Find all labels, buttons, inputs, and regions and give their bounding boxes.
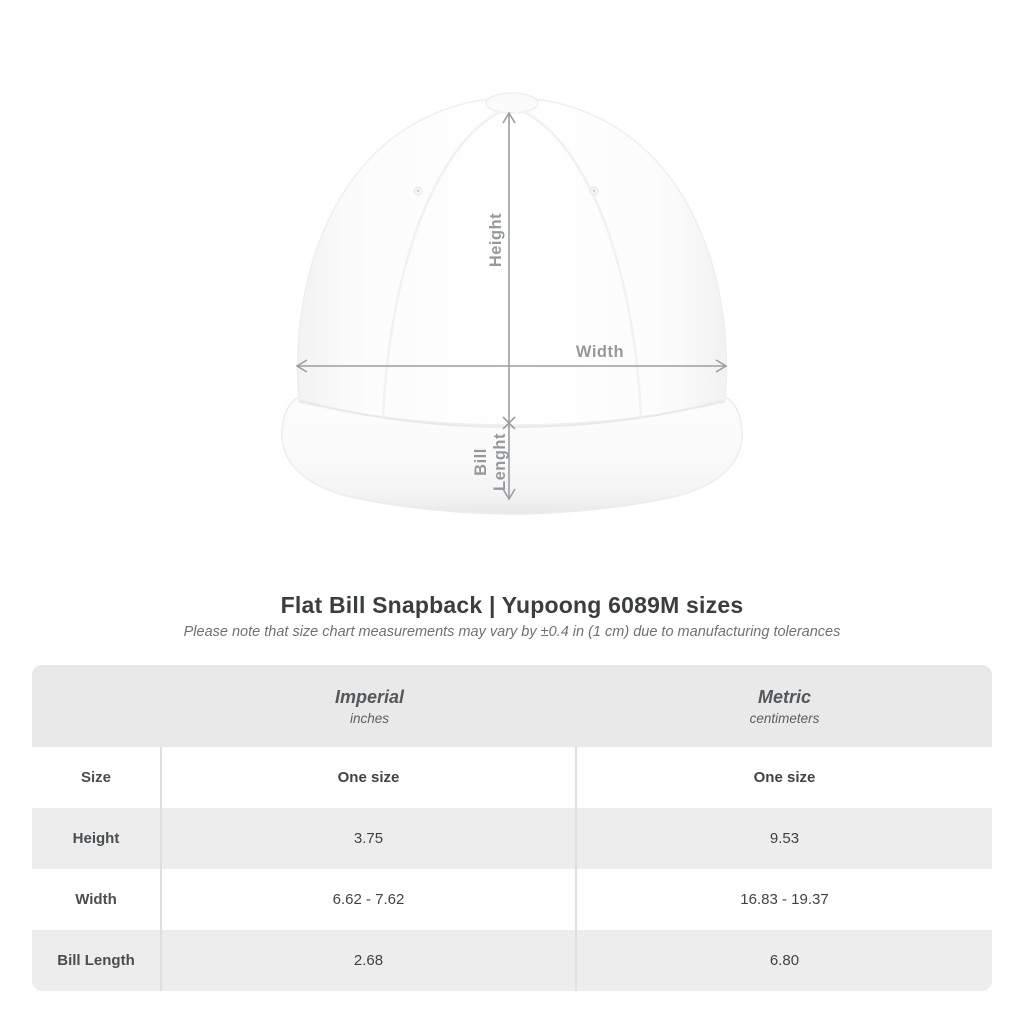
metric-value: 16.83 - 19.37	[740, 891, 829, 908]
bill-dimension-label-line2: Lenght	[491, 433, 509, 491]
bill-dimension-label-line1: Bill	[472, 448, 490, 476]
right-eyelet	[590, 187, 598, 195]
imperial-label: Imperial	[334, 686, 405, 707]
row-label: Width	[32, 869, 162, 930]
tolerance-note: Please note that size chart measurements may vary by ±0.4 in (1 cm) due to manufacturing tolerances	[183, 624, 841, 640]
row-label: Size	[32, 747, 162, 808]
imperial-unit-label: inches	[349, 710, 390, 726]
page-title: Flat Bill Snapback | Yupoong 6089M sizes	[280, 592, 744, 618]
row-label: Height	[32, 808, 162, 869]
imperial-value: 3.75	[162, 808, 577, 869]
hat-top-button	[486, 93, 538, 113]
table-row-height	[32, 808, 992, 869]
table-row-bill-length	[32, 930, 992, 991]
metric-value: 6.80	[769, 952, 800, 969]
metric-unit-label: centimeters	[749, 710, 820, 726]
header-imperial	[162, 665, 577, 747]
left-eyelet	[414, 187, 422, 195]
width-dimension-label: Width	[575, 343, 625, 361]
metric-label: Metric	[757, 686, 811, 707]
imperial-value: 2.68	[162, 930, 577, 991]
metric-value: 9.53	[769, 830, 800, 847]
size-table	[32, 665, 992, 991]
metric-value: One size	[753, 769, 816, 786]
header-metric	[577, 665, 992, 747]
imperial-value: 6.62 - 7.62	[162, 869, 577, 930]
table-row-size	[32, 747, 992, 808]
header-spacer-cell	[32, 665, 162, 747]
hat-crown	[298, 97, 727, 425]
row-label: Bill Length	[32, 930, 162, 991]
height-dimension-label: Height	[487, 212, 505, 268]
size-table-header	[32, 665, 992, 747]
imperial-value: One size	[162, 747, 577, 808]
table-row-width	[32, 869, 992, 930]
